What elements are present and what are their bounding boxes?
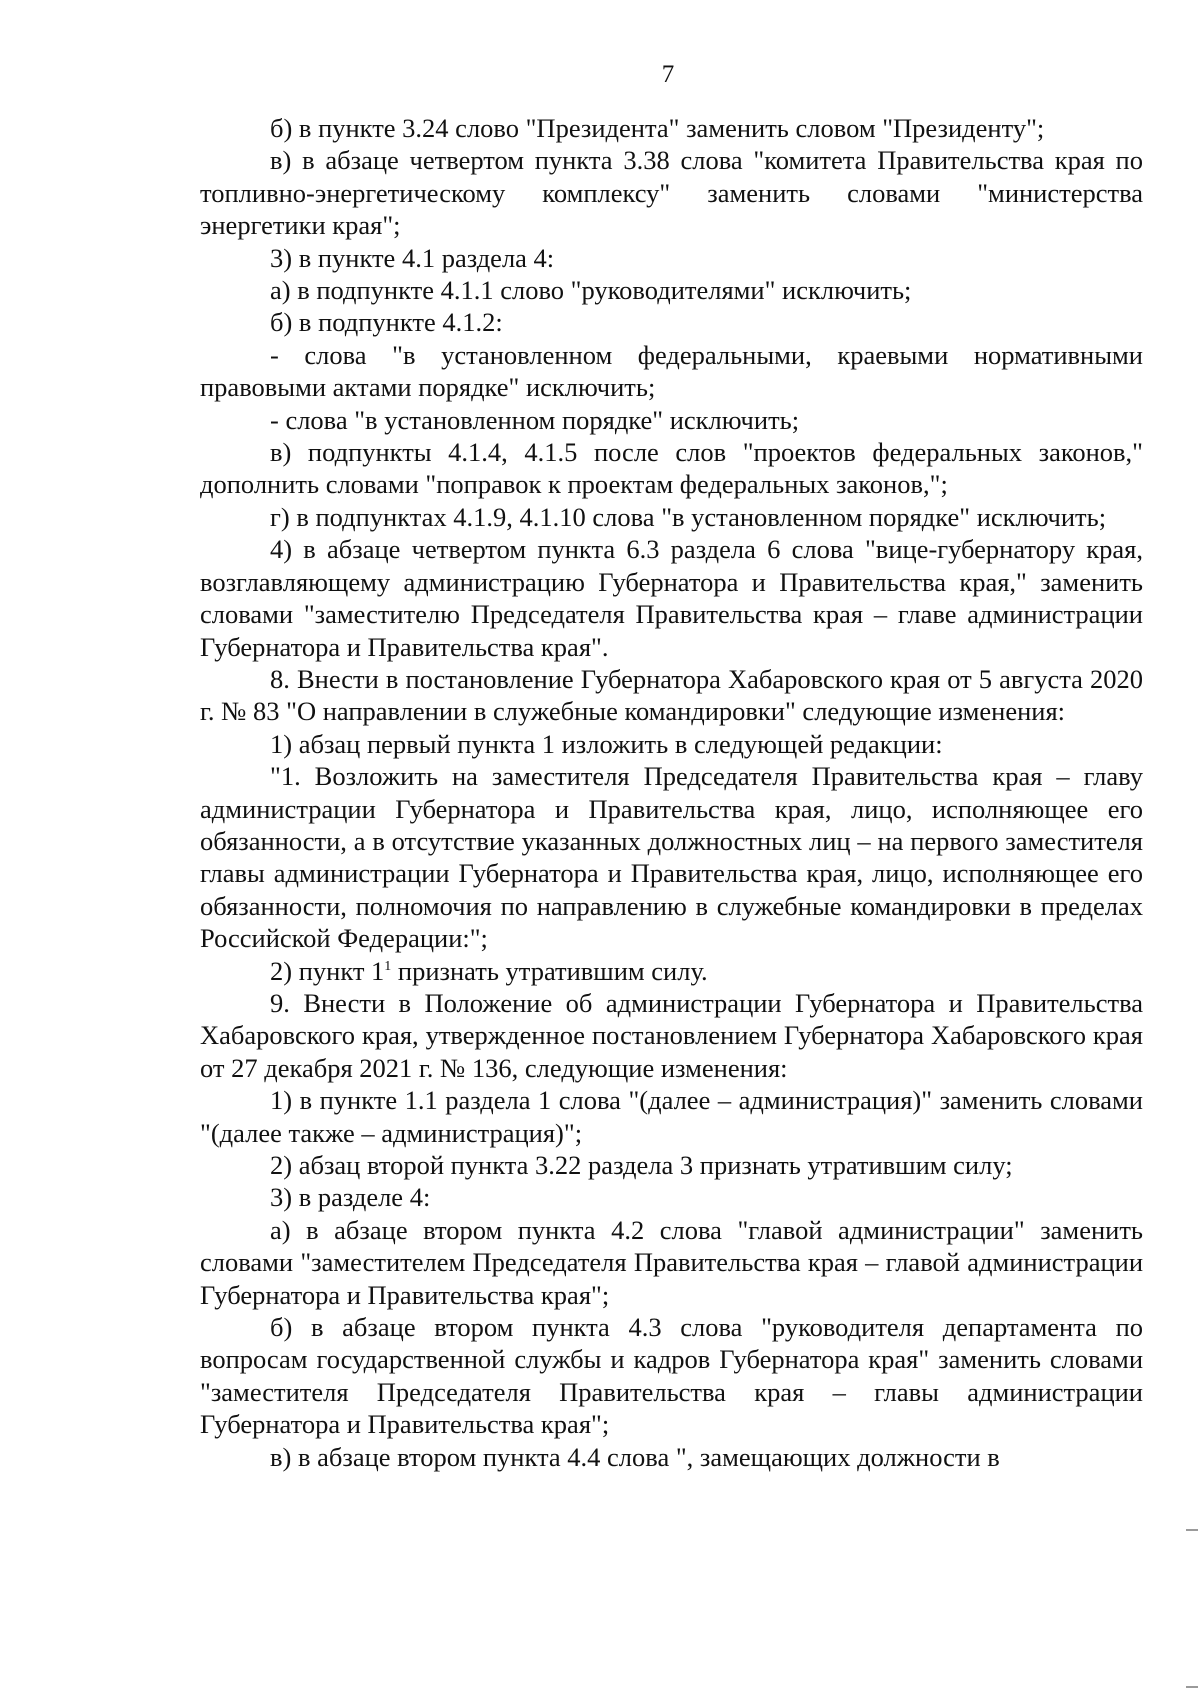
paragraph-8-2-superscript: 1	[384, 958, 392, 974]
paragraph-9-1: 1) в пункте 1.1 раздела 1 слова "(далее – администрация)" заменить словами "(далее также – администрация)";	[200, 1085, 1143, 1148]
paragraph-8-2-before: 2) пункт 1	[270, 955, 385, 986]
paragraph-dash-2: - слова "в установленном порядке" исключить;	[270, 404, 800, 435]
paragraph-b-3-24: б) в пункте 3.24 слово "Президента" заменить словом "Президенту";	[270, 113, 1045, 143]
scan-edge-mark	[1186, 1529, 1198, 1531]
paragraph-dash-1: - слова "в установленном федеральными, краевыми нормативными правовыми актами порядке" исключить;	[200, 339, 1143, 403]
paragraph-4-section-6: 4) в абзаце четвертом пункта 6.3 раздела 6 слова "вице-губернатору края, возглавляющему администрацию Губернатора и Правительства края," заменить словами "заместителю Председателя Правительства края – главе администрации Губернатора и Правительства края".	[200, 534, 1143, 662]
scan-edge-mark	[1186, 1686, 1198, 1688]
paragraph-9-3-b: б) в абзаце втором пункта 4.3 слова "руководителя департамента по вопросам государственной службы и кадров Губернатора края" заменить словами "заместителя Председателя Правительства края – главы администрации Губернатора и Правительства края";	[200, 1312, 1143, 1440]
paragraph-8-1: 1) абзац первый пункта 1 изложить в следующей редакции:	[270, 728, 943, 759]
paragraph-8-1-quote: "1. Возложить на заместителя Председателя Правительства края – главу администрации Губернатора и Правительства края, лицо, исполняющее его обязанности, а в отсутствие указанных должностных лиц – на первого заместителя главы администрации Губернатора и Правительства края, лицо, исполняющее его обязанности, полномочия по направлению в служебные командировки в пределах Российской Федерации:";	[200, 761, 1143, 954]
paragraph-a-4-1-1: а) в подпункте 4.1.1 слово "руководителями" исключить;	[270, 275, 912, 306]
paragraph-9-2: 2) абзац второй пункта 3.22 раздела 3 признать утратившим силу;	[270, 1150, 1013, 1180]
paragraph-item-8: 8. Внести в постановление Губернатора Хабаровского края от 5 августа 2020 г. № 83 "О направлении в служебные командировки" следующие изменения:	[200, 663, 1143, 727]
paragraph-b-4-1-2: б) в подпункте 4.1.2:	[270, 307, 503, 338]
paragraph-3-section-4: 3) в пункте 4.1 раздела 4:	[270, 242, 555, 273]
paragraph-item-9: 9. Внести в Положение об администрации Губернатора и Правительства Хабаровского края, утвержденное постановлением Губернатора Хабаровского края от 27 декабря 2021 г. № 136, следующие изменения:	[200, 987, 1143, 1083]
paragraph-9-3-v: в) в абзаце втором пункта 4.4 слова ", замещающих должности в	[270, 1441, 1000, 1472]
paragraph-v-4-1-4: в) подпункты 4.1.4, 4.1.5 после слов "проектов федеральных законов," дополнить словами "поправок к проектам федеральных законов,";	[200, 437, 1143, 500]
document-body	[200, 112, 1143, 1473]
paragraph-8-2-after: признать утратившим силу.	[391, 955, 708, 986]
paragraph-9-3-a: а) в абзаце втором пункта 4.2 слова "главой администрации" заменить словами "заместителем Председателя Правительства края – главой администрации Губернатора и Правительства края";	[200, 1214, 1143, 1310]
paragraph-9-3: 3) в разделе 4:	[270, 1182, 431, 1213]
paragraph-8-2	[200, 955, 1143, 987]
paragraph-v-3-38: в) в абзаце четвертом пункта 3.38 слова "комитета Правительства края по топливно-энергетическому комплексу" заменить словами "министерства энергетики края";	[200, 145, 1143, 241]
paragraph-g-4-1-9: г) в подпунктах 4.1.9, 4.1.10 слова "в установленном порядке" исключить;	[270, 501, 1107, 532]
page-number: 7	[661, 61, 675, 88]
